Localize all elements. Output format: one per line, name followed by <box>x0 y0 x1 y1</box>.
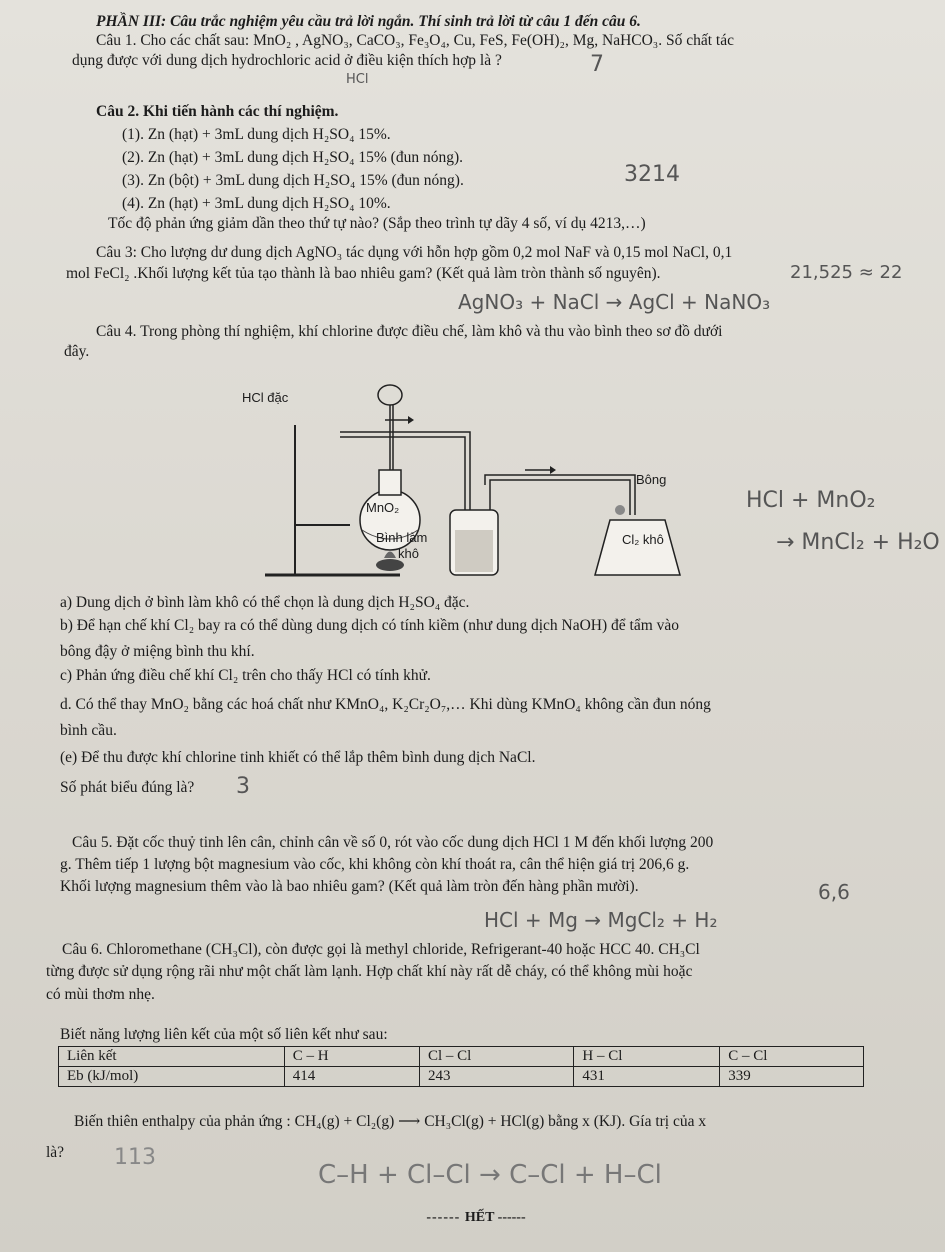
q6-line4: Biết năng lượng liên kết của một số liên kết như sau: <box>60 1026 388 1043</box>
q3-line1: Câu 3: Cho lượng dư dung dịch AgNO₃ tác dụng với hỗn hợp gồm 0,2 mol NaF và 0,15 mol NaCl, 0,1 <box>96 244 733 261</box>
diagram-dryer-label-1: Bình làm <box>376 530 428 545</box>
q2-item-2: (2). Zn (hạt) + 3mL dung dịch H₂SO₄ 15% (đun nóng). <box>122 149 463 166</box>
q5-handwritten-eq: HCl + Mg → MgCl₂ + H₂ <box>484 908 718 932</box>
chlorine-apparatus-diagram <box>250 370 700 585</box>
q6-handwritten-eq: C–H + Cl–Cl → C–Cl + H–Cl <box>318 1160 662 1190</box>
table-cell: 414 <box>284 1067 419 1087</box>
q1-line1: Câu 1. Cho các chất sau: MnO₂ , AgNO₃, CaCO₃, Fe₃O₄, Cu, FeS, Fe(OH)₂, Mg, NaHCO₃. Số chất tác <box>96 32 734 49</box>
q6-line1: Câu 6. Chloromethane (CH₃Cl), còn được gọi là methyl chloride, Refrigerant-40 hoặc HCC 40. CH₃Cl <box>62 941 700 958</box>
q4-line1: Câu 4. Trong phòng thí nghiệm, khí chlorine được điều chế, làm khô và thu vào bình theo sơ đồ dưới <box>96 323 723 340</box>
q5-line1: Câu 5. Đặt cốc thuỷ tinh lên cân, chỉnh cân về số 0, rót vào cốc dung dịch HCl 1 M đến khối lượng 200 <box>72 834 714 851</box>
diagram-mno2-label: MnO₂ <box>366 500 400 515</box>
q6-question-line1: Biến thiên enthalpy của phản ứng : CH₄(g) + Cl₂(g) ⟶ CH₃Cl(g) + HCl(g) bằng x (KJ). Gía trị của x <box>74 1113 707 1130</box>
q2-title: Câu 2. Khi tiến hành các thí nghiệm. <box>96 103 339 120</box>
diagram-hcl-label: HCl đặc <box>242 390 289 405</box>
q3-line2: mol FeCl₂ .Khối lượng kết tủa tạo thành là bao nhiêu gam? (Kết quả làm tròn thành số nguyên). <box>66 265 661 282</box>
table-cell: Eb (kJ/mol) <box>59 1067 285 1087</box>
diagram-dryer-label-2: khô <box>398 546 419 561</box>
q4-handwritten-answer: 3 <box>236 774 250 799</box>
q4-statement-c: c) Phản ứng điều chế khí Cl₂ trên cho thấy HCl có tính khử. <box>60 667 431 684</box>
bond-energy-table <box>58 1046 864 1087</box>
q2-item-1: (1). Zn (hạt) + 3mL dung dịch H₂SO₄ 15%. <box>122 126 391 143</box>
footer-text: HẾT <box>464 1210 495 1225</box>
q5-handwritten-answer: 6,6 <box>818 880 850 904</box>
q4-handwritten-eq2: → MnCl₂ + H₂O <box>776 530 940 555</box>
q2-question: Tốc độ phản ứng giảm dần theo thứ tự nào? (Sắp theo trình tự dãy 4 số, ví dụ 4213,…) <box>108 215 646 232</box>
q3-handwritten-answer: 21,525 ≈ 22 <box>790 262 903 283</box>
q5-line3: Khối lượng magnesium thêm vào là bao nhiêu gam? (Kết quả làm tròn đến hàng phần mười). <box>60 878 639 895</box>
q1-line2: dụng được với dung dịch hydrochloric acid ở điều kiện thích hợp là ? <box>72 52 502 69</box>
table-header-cell: C – Cl <box>720 1047 864 1067</box>
q4-handwritten-eq1: HCl + MnO₂ <box>746 488 876 513</box>
q5-line2: g. Thêm tiếp 1 lượng bột magnesium vào cốc, khi không còn khí thoát ra, cân thể hiện giá trị 206,6 g. <box>60 856 690 873</box>
q4-statement-d: d. Có thể thay MnO₂ bằng các hoá chất như KMnO₄, K₂Cr₂O₇,… Khi dùng KMnO₄ không cần đun nóng <box>60 696 711 713</box>
q2-item-4: (4). Zn (hạt) + 3mL dung dịch H₂SO₄ 10%. <box>122 195 391 212</box>
q2-handwritten-answer: 3214 <box>624 162 680 187</box>
table-header-cell: H – Cl <box>574 1047 720 1067</box>
q1-handwritten-answer: 7 <box>590 52 604 77</box>
diagram-cotton-label: Bông <box>636 472 667 487</box>
table-header-cell: C – H <box>284 1047 419 1067</box>
q6-handwritten-answer: 113 <box>114 1145 156 1170</box>
q6-question-line2: là? <box>46 1144 65 1161</box>
q4-statement-b: b) Để hạn chế khí Cl₂ bay ra có thể dùng dung dịch có tính kiềm (như dung dịch NaOH) để tẩm vào <box>60 617 680 634</box>
q4-question: Số phát biểu đúng là? <box>60 779 195 796</box>
q4-statement-d-cont: bình cầu. <box>60 722 117 739</box>
table-cell: 243 <box>419 1067 573 1087</box>
q4-statement-e: (e) Để thu được khí chlorine tinh khiết có thể lắp thêm bình dung dịch NaCl. <box>60 749 536 766</box>
q6-line3: có mùi thơm nhẹ. <box>46 986 155 1003</box>
table-row <box>59 1067 864 1087</box>
table-header-cell: Liên kết <box>59 1047 285 1067</box>
table-row <box>59 1047 864 1067</box>
q2-item-3: (3). Zn (bột) + 3mL dung dịch H₂SO₄ 15% (đun nóng). <box>122 172 464 189</box>
table-cell: 339 <box>720 1067 864 1087</box>
table-header-cell: Cl – Cl <box>419 1047 573 1067</box>
q4-line2: đây. <box>64 343 90 360</box>
q4-statement-a: a) Dung dịch ở bình làm khô có thể chọn là dung dịch H₂SO₄ đặc. <box>60 594 470 611</box>
table-cell: 431 <box>574 1067 720 1087</box>
section-header: PHẦN III: Câu trắc nghiệm yêu cầu trả lời ngắn. Thí sinh trả lời từ câu 1 đến câu 6. <box>96 13 641 30</box>
diagram-cl2-label: Cl₂ khô <box>622 532 664 547</box>
q3-handwritten-eq: AgNO₃ + NaCl → AgCl + NaNO₃ <box>458 290 771 314</box>
q6-line2: từng được sử dụng rộng rãi như một chất làm lạnh. Hợp chất khí này rất dễ cháy, có thể không mùi hoặc <box>46 963 693 980</box>
footer: ------ HẾT ------ <box>426 1210 526 1225</box>
q4-statement-b-cont: bông đậy ở miệng bình thu khí. <box>60 643 255 660</box>
q1-handwritten-note: HCl <box>346 72 369 87</box>
